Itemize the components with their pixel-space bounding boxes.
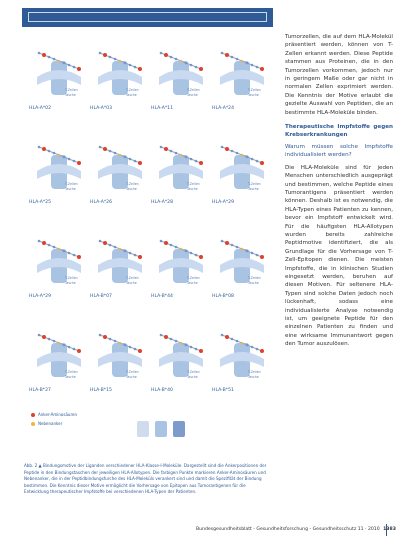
residue-dot — [221, 240, 224, 243]
anchor-residue-dot — [103, 147, 107, 151]
header-bar-inner — [28, 12, 267, 22]
residue-dot — [246, 344, 249, 347]
secondary-residue-dot — [58, 342, 61, 345]
hla-motif-figure — [27, 33, 272, 464]
residue-dot — [221, 52, 224, 55]
residue-dot — [160, 146, 163, 149]
residue-dot — [134, 254, 137, 257]
residue-dot — [236, 246, 239, 249]
binding-label-pocket: Tasche — [248, 187, 259, 191]
residue-dot — [160, 334, 163, 337]
binding-label-tcell: T-Zellen — [248, 276, 261, 280]
anchor-residue-dot — [103, 241, 107, 245]
residue-dot — [48, 56, 51, 59]
secondary-residue-dot — [180, 154, 183, 157]
residue-dot — [236, 340, 239, 343]
residue-dot — [99, 146, 102, 149]
panel-label: HLA-A*29 — [212, 200, 235, 205]
anchor-residue-dot — [199, 67, 203, 71]
residue-dot — [114, 246, 117, 249]
binding-label-tcell: T-Zellen — [187, 276, 200, 280]
residue-dot — [53, 58, 56, 61]
residue-dot — [256, 66, 259, 69]
residue-dot — [170, 56, 173, 59]
residue-dot — [48, 338, 51, 341]
residue-dot — [99, 52, 102, 55]
anchor-residue-dot — [199, 255, 203, 259]
residue-dot — [160, 52, 163, 55]
anchor-residue-dot — [77, 349, 81, 353]
secondary-residue-dot — [119, 60, 122, 63]
residue-dot — [129, 252, 132, 255]
anchor-residue-dot — [42, 241, 46, 245]
residue-dot — [185, 156, 188, 159]
residue-dot — [190, 64, 193, 67]
residue-dot — [236, 58, 239, 61]
binding-label-tcell: T-Zellen — [65, 88, 78, 92]
secondary-residue-dot — [58, 248, 61, 251]
binding-label-pocket: Tasche — [126, 187, 137, 191]
residue-dot — [109, 244, 112, 247]
binding-label-tcell: T-Zellen — [187, 370, 200, 374]
binding-label-tcell: T-Zellen — [248, 88, 261, 92]
residue-dot — [38, 334, 41, 337]
anchor-residue-dot — [103, 335, 107, 339]
residue-dot — [48, 150, 51, 153]
anchor-residue-dot — [164, 147, 168, 151]
journal-reference: Bundesgesundheitsblatt - Gesundheitsforschung - Gesundheitsschutz 11 · 2010 — [196, 527, 380, 532]
panel-label: HLA-A*28 — [151, 200, 174, 205]
residue-dot — [63, 62, 66, 65]
residue-dot — [134, 160, 137, 163]
residue-dot — [190, 158, 193, 161]
residue-dot — [73, 348, 76, 351]
binding-label-pocket: Tasche — [187, 375, 198, 379]
article-paragraph-1: Tumorzellen, die auf dem HLA-Molekül präsentiert werden, können von T-Zellen erkannt werden. Diese Peptide stammen aus Proteinen, die in den Tumorzellen vorkommen, jedoch nur in geringem Maße oder gar nicht in normalen Zellen exprimiert werden. Die Kenntnis der Motive erlaubt die gezielte Auswahl von Peptiden, die an bestimmte HLA-Moleküle binden. — [285, 34, 393, 116]
secondary-residue-dot — [58, 154, 61, 157]
residue-dot — [68, 252, 71, 255]
residue-dot — [109, 150, 112, 153]
residue-dot — [109, 338, 112, 341]
panel-label: HLA-A*26 — [90, 200, 113, 205]
residue-dot — [53, 246, 56, 249]
residue-dot — [68, 346, 71, 349]
residue-dot — [38, 240, 41, 243]
residue-dot — [124, 156, 127, 159]
residue-dot — [195, 66, 198, 69]
binding-label-pocket: Tasche — [126, 281, 137, 285]
residue-dot — [190, 252, 193, 255]
panel-label: HLA-A*25 — [29, 200, 52, 205]
residue-dot — [251, 158, 254, 161]
binding-label-pocket: Tasche — [65, 187, 76, 191]
binding-label-tcell: T-Zellen — [126, 88, 139, 92]
residue-dot — [246, 156, 249, 159]
residue-dot — [170, 244, 173, 247]
residue-dot — [68, 64, 71, 67]
residue-dot — [63, 344, 66, 347]
residue-dot — [124, 62, 127, 65]
residue-dot — [63, 250, 66, 253]
anchor-residue-dot — [225, 53, 229, 57]
panel-label: HLA-B*40 — [151, 388, 173, 393]
binding-label-pocket: Tasche — [187, 93, 198, 97]
panel-label: HLA-A*11 — [151, 106, 174, 111]
anchor-residue-dot — [42, 53, 46, 57]
panel-label: HLA-B*44 — [151, 294, 173, 299]
page-number: 1383 — [383, 527, 396, 532]
panel-label: HLA-B*27 — [29, 388, 51, 393]
anchor-residue-dot — [225, 335, 229, 339]
binding-label-pocket: Tasche — [65, 93, 76, 97]
binding-label-pocket: Tasche — [126, 93, 137, 97]
secondary-residue-dot — [180, 342, 183, 345]
anchor-residue-dot — [260, 67, 264, 71]
page-footer — [196, 527, 396, 532]
anchor-residue-dot — [164, 241, 168, 245]
residue-dot — [114, 152, 117, 155]
residue-dot — [195, 254, 198, 257]
binding-label-tcell: T-Zellen — [126, 276, 139, 280]
residue-dot — [134, 348, 137, 351]
residue-dot — [256, 348, 259, 351]
residue-dot — [73, 66, 76, 69]
binding-label-pocket: Tasche — [65, 375, 76, 379]
residue-dot — [195, 348, 198, 351]
residue-dot — [195, 160, 198, 163]
residue-dot — [231, 56, 234, 59]
panel-label: HLA-B*15 — [90, 388, 112, 393]
panel-label: HLA-A*29 — [29, 294, 52, 299]
secondary-residue-dot — [119, 154, 122, 157]
legend-anchor-label: Anker-Aminosäuren — [38, 412, 77, 417]
anchor-residue-dot — [103, 53, 107, 57]
secondary-residue-dot — [241, 248, 244, 251]
section-subheading: Warum müssen solche Impfstoffe individualisiert werden? — [285, 143, 393, 159]
residue-dot — [170, 338, 173, 341]
residue-dot — [256, 160, 259, 163]
residue-dot — [221, 146, 224, 149]
binding-label-pocket: Tasche — [65, 281, 76, 285]
residue-dot — [99, 334, 102, 337]
residue-dot — [73, 160, 76, 163]
binding-label-tcell: T-Zellen — [65, 182, 78, 186]
anchor-residue-dot — [77, 161, 81, 165]
anchor-residue-dot — [199, 349, 203, 353]
binding-label-pocket: Tasche — [248, 375, 259, 379]
residue-dot — [246, 62, 249, 65]
residue-dot — [124, 250, 127, 253]
residue-dot — [129, 346, 132, 349]
figure-legend — [27, 408, 272, 463]
residue-dot — [38, 146, 41, 149]
anchor-residue-dot — [77, 255, 81, 259]
secondary-residue-dot — [180, 248, 183, 251]
binding-label-tcell: T-Zellen — [65, 276, 78, 280]
residue-dot — [53, 152, 56, 155]
residue-dot — [175, 58, 178, 61]
secondary-residue-dot — [241, 342, 244, 345]
residue-dot — [251, 64, 254, 67]
residue-dot — [175, 246, 178, 249]
residue-dot — [236, 152, 239, 155]
panel-label: HLA-B*07 — [90, 294, 112, 299]
anchor-residue-dot — [164, 53, 168, 57]
secondary-residue-dot — [119, 248, 122, 251]
residue-dot — [53, 340, 56, 343]
residue-dot — [160, 240, 163, 243]
residue-dot — [251, 346, 254, 349]
binding-label-tcell: T-Zellen — [248, 182, 261, 186]
secondary-residue-dot — [180, 60, 183, 63]
anchor-residue-dot — [225, 241, 229, 245]
figure-caption: Abb. 2 ▲ Bindungsmotive der Liganden verschiedener HLA-Klasse-I-Moleküle. Dargestellt sind die Ankerpositionen der Peptide in den Bindungstaschen der jeweiligen HLA-Allotypen. Die farbigen Punkte markieren Anker-Aminosäuren und Nebenanker, die in der Peptidbindungsfurche des HLA-Moleküls verankert sind und damit die Spezifität der Bindung bestimmen. Die Kenntnis dieser Motive ermöglicht die Vorhersage von Epitopen aus Tumorantigenen für die Entwicklung therapeutischer Impfstoffe bei verschiedenen HLA-Typen der Patienten. — [24, 463, 267, 495]
anchor-residue-dot — [138, 255, 142, 259]
residue-dot — [185, 62, 188, 65]
residue-dot — [251, 252, 254, 255]
residue-dot — [114, 340, 117, 343]
secondary-residue-dot — [241, 154, 244, 157]
legend-secondary-label: Nebenanker — [38, 421, 63, 426]
residue-dot — [185, 250, 188, 253]
residue-dot — [109, 56, 112, 59]
binding-label-pocket: Tasche — [126, 375, 137, 379]
residue-dot — [48, 244, 51, 247]
binding-label-tcell: T-Zellen — [126, 182, 139, 186]
anchor-residue-dot — [138, 349, 142, 353]
residue-dot — [63, 156, 66, 159]
hla-motif-svg — [27, 33, 272, 464]
anchor-dot-icon — [31, 413, 35, 417]
anchor-residue-dot — [260, 161, 264, 165]
secondary-dot-icon — [31, 422, 35, 426]
secondary-residue-dot — [241, 60, 244, 63]
binding-label-tcell: T-Zellen — [126, 370, 139, 374]
binding-label-pocket: Tasche — [248, 281, 259, 285]
binding-label-tcell: T-Zellen — [248, 370, 261, 374]
binding-label-tcell: T-Zellen — [65, 370, 78, 374]
residue-dot — [221, 334, 224, 337]
anchor-residue-dot — [42, 335, 46, 339]
secondary-residue-dot — [119, 342, 122, 345]
residue-dot — [231, 244, 234, 247]
panel-label: HLA-B*08 — [212, 294, 234, 299]
residue-dot — [175, 152, 178, 155]
residue-dot — [129, 158, 132, 161]
binding-label-tcell: T-Zellen — [187, 182, 200, 186]
article-column — [285, 33, 393, 352]
residue-dot — [124, 344, 127, 347]
residue-dot — [38, 52, 41, 55]
panel-label: HLA-A*02 — [29, 106, 52, 111]
anchor-residue-dot — [138, 67, 142, 71]
residue-dot — [246, 250, 249, 253]
anchor-residue-dot — [260, 255, 264, 259]
residue-dot — [170, 150, 173, 153]
article-paragraph-2: Die HLA-Moleküle sind für jeden Menschen unterschiedlich ausgeprägt und bestimmen, welche Peptide eines Tumorantigens präsentiert werden können. Deshalb ist es notwendig, die HLA-Typen eines Patienten zu kennen, bevor ein Impfstoff entwickelt wird. Für die häufigsten HLA-Allotypen wurden bereits zahlreiche Peptidmotive identifiziert, die als Grundlage für die Vorhersage von T-Zell-Epitopen dienen. Die meisten Impfstoffe, die in klinischen Studien eingesetzt werden, beruhen auf diesen Motiven. Für seltenere HLA-Typen sind solche Daten jedoch noch lückenhaft, sodass eine individualisierte Analyse notwendig ist, um geeignete Peptide für den einzelnen Patienten zu finden und eine wirksame Immunantwort gegen den Tumor auszulösen. — [285, 164, 393, 348]
residue-dot — [231, 150, 234, 153]
anchor-residue-dot — [138, 161, 142, 165]
residue-dot — [185, 344, 188, 347]
anchor-residue-dot — [199, 161, 203, 165]
header-bar — [22, 8, 273, 27]
panel-label: HLA-A*24 — [212, 106, 235, 111]
binding-label-tcell: T-Zellen — [187, 88, 200, 92]
panel-label: HLA-B*51 — [212, 388, 234, 393]
anchor-residue-dot — [77, 67, 81, 71]
residue-dot — [114, 58, 117, 61]
residue-dot — [231, 338, 234, 341]
residue-dot — [134, 66, 137, 69]
residue-dot — [190, 346, 193, 349]
residue-dot — [256, 254, 259, 257]
residue-dot — [73, 254, 76, 257]
binding-label-pocket: Tasche — [187, 187, 198, 191]
residue-dot — [129, 64, 132, 67]
residue-dot — [175, 340, 178, 343]
anchor-residue-dot — [164, 335, 168, 339]
residue-dot — [68, 158, 71, 161]
anchor-residue-dot — [42, 147, 46, 151]
secondary-residue-dot — [58, 60, 61, 63]
section-heading: Therapeutische Impfstoffe gegen Krebserkrankungen — [285, 124, 393, 139]
binding-label-pocket: Tasche — [187, 281, 198, 285]
binding-label-pocket: Tasche — [248, 93, 259, 97]
residue-dot — [99, 240, 102, 243]
anchor-residue-dot — [225, 147, 229, 151]
anchor-residue-dot — [260, 349, 264, 353]
panel-label: HLA-A*03 — [90, 106, 113, 111]
